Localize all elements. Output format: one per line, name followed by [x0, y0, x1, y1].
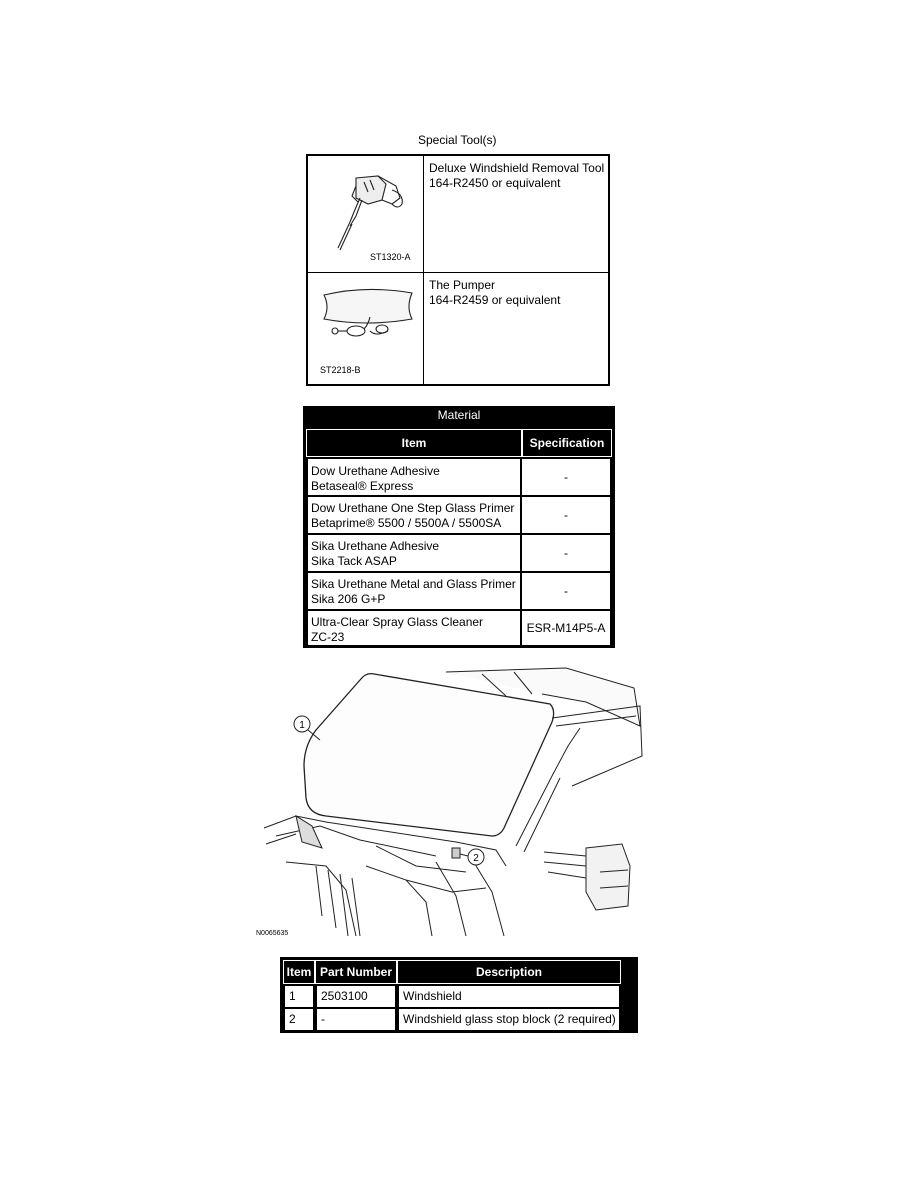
tool-image-cell [308, 273, 424, 384]
material-row-spec: - [522, 535, 610, 571]
tool-description [429, 161, 604, 191]
windshield-figure [256, 666, 646, 942]
tool-description [429, 278, 560, 308]
tool-name: Deluxe Windshield Removal Tool [429, 161, 605, 175]
parts-header-item: Item [283, 960, 315, 984]
material-item-line2: Sika Tack ASAP [311, 554, 397, 568]
tool-part-number: 164-R2459 or equivalent [429, 293, 561, 307]
tool-code: ST2218-B [320, 365, 361, 375]
windshield-illustration [256, 666, 646, 942]
parts-row-description: Windshield [399, 986, 619, 1007]
material-item-line1: Dow Urethane Adhesive [311, 464, 440, 478]
parts-header-part-number: Part Number [315, 960, 397, 984]
material-row-spec: - [522, 497, 610, 533]
material-row-spec: ESR-M14P5-A [522, 611, 610, 645]
material-item-line2: ZC-23 [311, 630, 345, 644]
parts-row-description: Windshield glass stop block (2 required) [399, 1009, 619, 1030]
material-table [303, 406, 615, 648]
material-header-specification: Specification [522, 429, 612, 457]
material-item-line2: Sika 206 G+P [311, 592, 386, 606]
material-row-item [308, 611, 520, 645]
material-row-item [308, 497, 520, 533]
tool-code: ST1320-A [370, 252, 411, 262]
tool-row [308, 273, 608, 384]
special-tools-table [306, 154, 610, 386]
material-item-line1: Ultra-Clear Spray Glass Cleaner [311, 615, 484, 629]
parts-row-item: 1 [285, 986, 313, 1007]
material-item-line1: Sika Urethane Adhesive [311, 539, 440, 553]
material-title: Material [437, 408, 481, 422]
material-row-item [308, 459, 520, 495]
tool-row [308, 156, 608, 273]
material-row-item [308, 535, 520, 571]
material-item-line1: Sika Urethane Metal and Glass Primer [311, 577, 516, 591]
material-row-spec: - [522, 459, 610, 495]
tool-image-cell [308, 156, 424, 272]
material-row-item [308, 573, 520, 609]
parts-row-item: 2 [285, 1009, 313, 1030]
parts-row-part-number: - [317, 1009, 395, 1030]
material-item-line2: Betaseal® Express [311, 479, 414, 493]
callout-2-label: 2 [473, 853, 479, 864]
parts-table [280, 957, 638, 1033]
parts-row-part-number: 2503100 [317, 986, 395, 1007]
parts-header-description: Description [397, 960, 621, 984]
material-item-line1: Dow Urethane One Step Glass Primer [311, 501, 515, 515]
figure-code: N0065635 [256, 930, 289, 937]
callout-1-label: 1 [299, 720, 305, 731]
pumper-bag-icon [308, 273, 423, 363]
special-tools-caption: Special Tool(s) [418, 133, 497, 147]
material-row-spec: - [522, 573, 610, 609]
material-item-line2: Betaprime® 5500 / 5500A / 5500SA [311, 516, 502, 530]
tool-part-number: 164-R2450 or equivalent [429, 176, 561, 190]
material-header-item: Item [306, 429, 522, 457]
tool-name: The Pumper [429, 278, 496, 292]
